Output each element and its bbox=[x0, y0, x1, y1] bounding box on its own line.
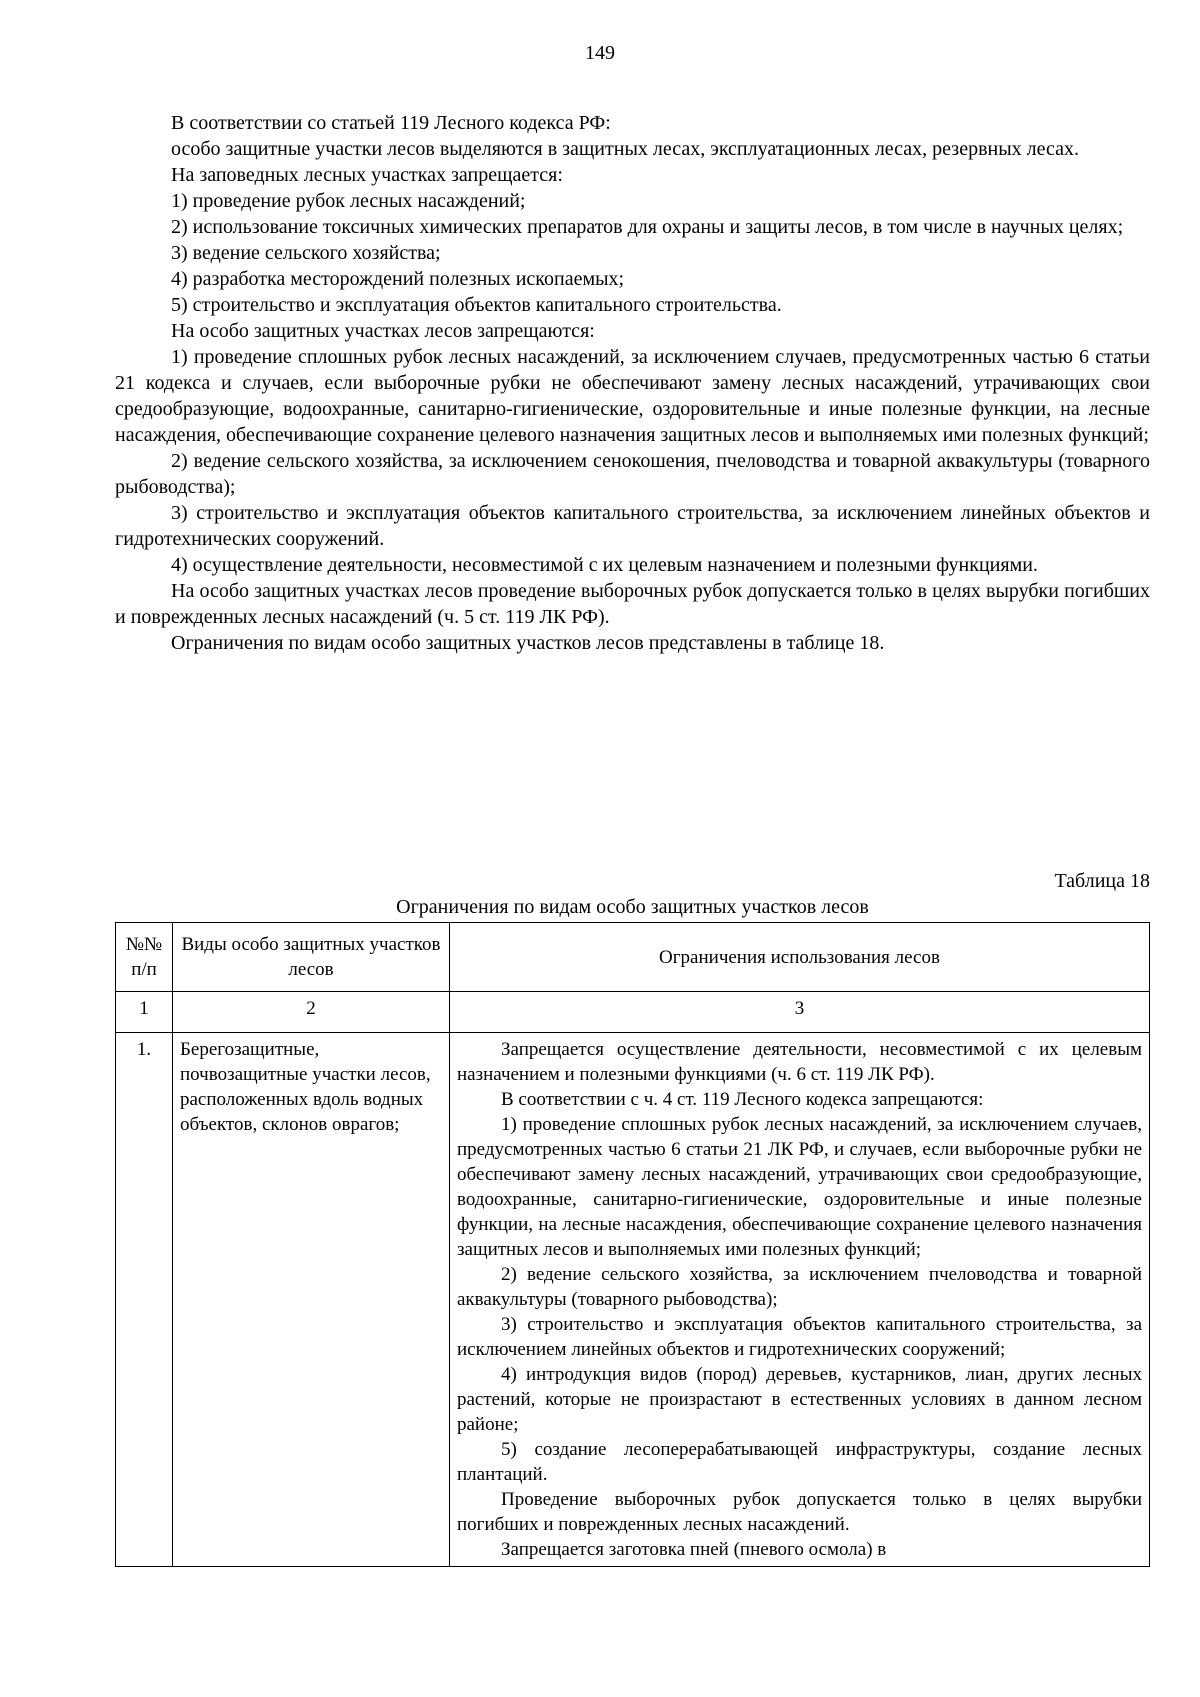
restriction-paragraph: 2) ведение сельского хозяйства, за исключением пчеловодства и товарной аквакультуры (товарного рыбоводства); bbox=[457, 1264, 1142, 1310]
paragraph: На особо защитных участках лесов запрещаются: bbox=[171, 320, 595, 342]
list-item: 2) ведение сельского хозяйства, за исключением сенокошения, пчеловодства и товарной аквакультуры (товарного рыбоводства); bbox=[115, 450, 1150, 498]
restrictions-table bbox=[115, 922, 1150, 1567]
column-number: 2 bbox=[173, 992, 450, 1033]
header-restrictions: Ограничения использования лесов bbox=[450, 923, 1150, 992]
list-item: 3) ведение сельского хозяйства; bbox=[171, 242, 441, 264]
column-number: 1 bbox=[116, 992, 173, 1033]
list-item: 2) использование токсичных химических препаратов для охраны и защиты лесов, в том числе в научных целях; bbox=[171, 216, 1124, 238]
column-number: 3 bbox=[450, 992, 1150, 1033]
header-type: Виды особо защитных участков лесов bbox=[173, 923, 450, 992]
paragraph: На особо защитных участках лесов проведение выборочных рубок допускается только в целях вырубки погибших и поврежденных лесных насаждений (ч. 5 ст. 119 ЛК РФ). bbox=[115, 580, 1150, 628]
table-row bbox=[116, 1033, 1150, 1567]
list-item: 4) разработка месторождений полезных ископаемых; bbox=[171, 268, 625, 290]
row-restrictions bbox=[450, 1033, 1150, 1567]
page-number: 149 bbox=[585, 42, 615, 64]
column-number-row bbox=[116, 992, 1150, 1033]
paragraph: особо защитные участки лесов выделяются в защитных лесах, эксплуатационных лесах, резервных лесах. bbox=[171, 138, 1080, 160]
restriction-paragraph: 4) интродукция видов (пород) деревьев, кустарников, лиан, других лесных растений, которые не произрастают в естественных условиях в данном лесном районе; bbox=[457, 1364, 1142, 1435]
list-item: 5) строительство и эксплуатация объектов капитального строительства. bbox=[171, 294, 782, 316]
list-item: 1) проведение сплошных рубок лесных насаждений, за исключением случаев, предусмотренных частью 6 статьи 21 кодекса и случаев, если выборочные рубки не обеспечивают замену лесных насаждений, утрачивающих свои средообразующие, водоохранные, санитарно-гигиенические, оздоровительные и иные полезные функции, на лесные насаждения, обеспечивающие сохранение целевого назначения защитных лесов и выполняемых ими полезных функций; bbox=[115, 346, 1150, 446]
paragraph: На заповедных лесных участках запрещается: bbox=[171, 164, 563, 186]
restriction-paragraph: 1) проведение сплошных рубок лесных насаждений, за исключением случаев, предусмотренных частью 6 статьи 21 ЛК РФ, и случаев, если выборочные рубки не обеспечивают замену лесных насаждений, утрачивающих свои средообразующие, водоохранные, санитарно-гигиенические, оздоровительные и иные полезные функции, на лесные насаждения, обеспечивающие сохранение целевого назначения защитных лесов и выполняемых ими полезных функций; bbox=[457, 1114, 1142, 1260]
row-number: 1. bbox=[116, 1033, 173, 1567]
restriction-paragraph: Проведение выборочных рубок допускается только в целях вырубки погибших и поврежденных лесных насаждений. bbox=[457, 1489, 1142, 1535]
paragraph: Ограничения по видам особо защитных участков лесов представлены в таблице 18. bbox=[171, 632, 885, 654]
restriction-paragraph: 3) строительство и эксплуатация объектов капитального строительства, за исключением линейных объектов и гидротехнических сооружений; bbox=[457, 1314, 1142, 1360]
header-number: №№ п/п bbox=[116, 923, 173, 992]
restriction-paragraph: 5) создание лесоперерабатывающей инфраструктуры, создание лесных плантаций. bbox=[457, 1439, 1142, 1485]
restriction-paragraph: В соответствии с ч. 4 ст. 119 Лесного кодекса запрещаются: bbox=[501, 1089, 984, 1110]
table-header-row bbox=[116, 923, 1150, 992]
table-title: Ограничения по видам особо защитных участков лесов bbox=[396, 896, 869, 918]
list-item: 4) осуществление деятельности, несовместимой с их целевым назначением и полезными функциями. bbox=[171, 554, 1038, 576]
restriction-paragraph: Запрещается осуществление деятельности, несовместимой с их целевым назначением и полезными функциями (ч. 6 ст. 119 ЛК РФ). bbox=[457, 1039, 1142, 1085]
body-text bbox=[115, 110, 1150, 656]
restriction-paragraph: Запрещается заготовка пней (пневого осмола) в bbox=[501, 1539, 887, 1560]
list-item: 1) проведение рубок лесных насаждений; bbox=[171, 190, 526, 212]
lead-paragraph: В соответствии со статьей 119 Лесного кодекса РФ: bbox=[171, 112, 611, 134]
list-item: 3) строительство и эксплуатация объектов капитального строительства, за исключением линейных объектов и гидротехнических сооружений. bbox=[115, 502, 1150, 550]
table-label: Таблица 18 bbox=[1054, 870, 1150, 892]
row-type: Берегозащитные, почвозащитные участки лесов, расположенных вдоль водных объектов, склонов оврагов; bbox=[173, 1033, 450, 1567]
